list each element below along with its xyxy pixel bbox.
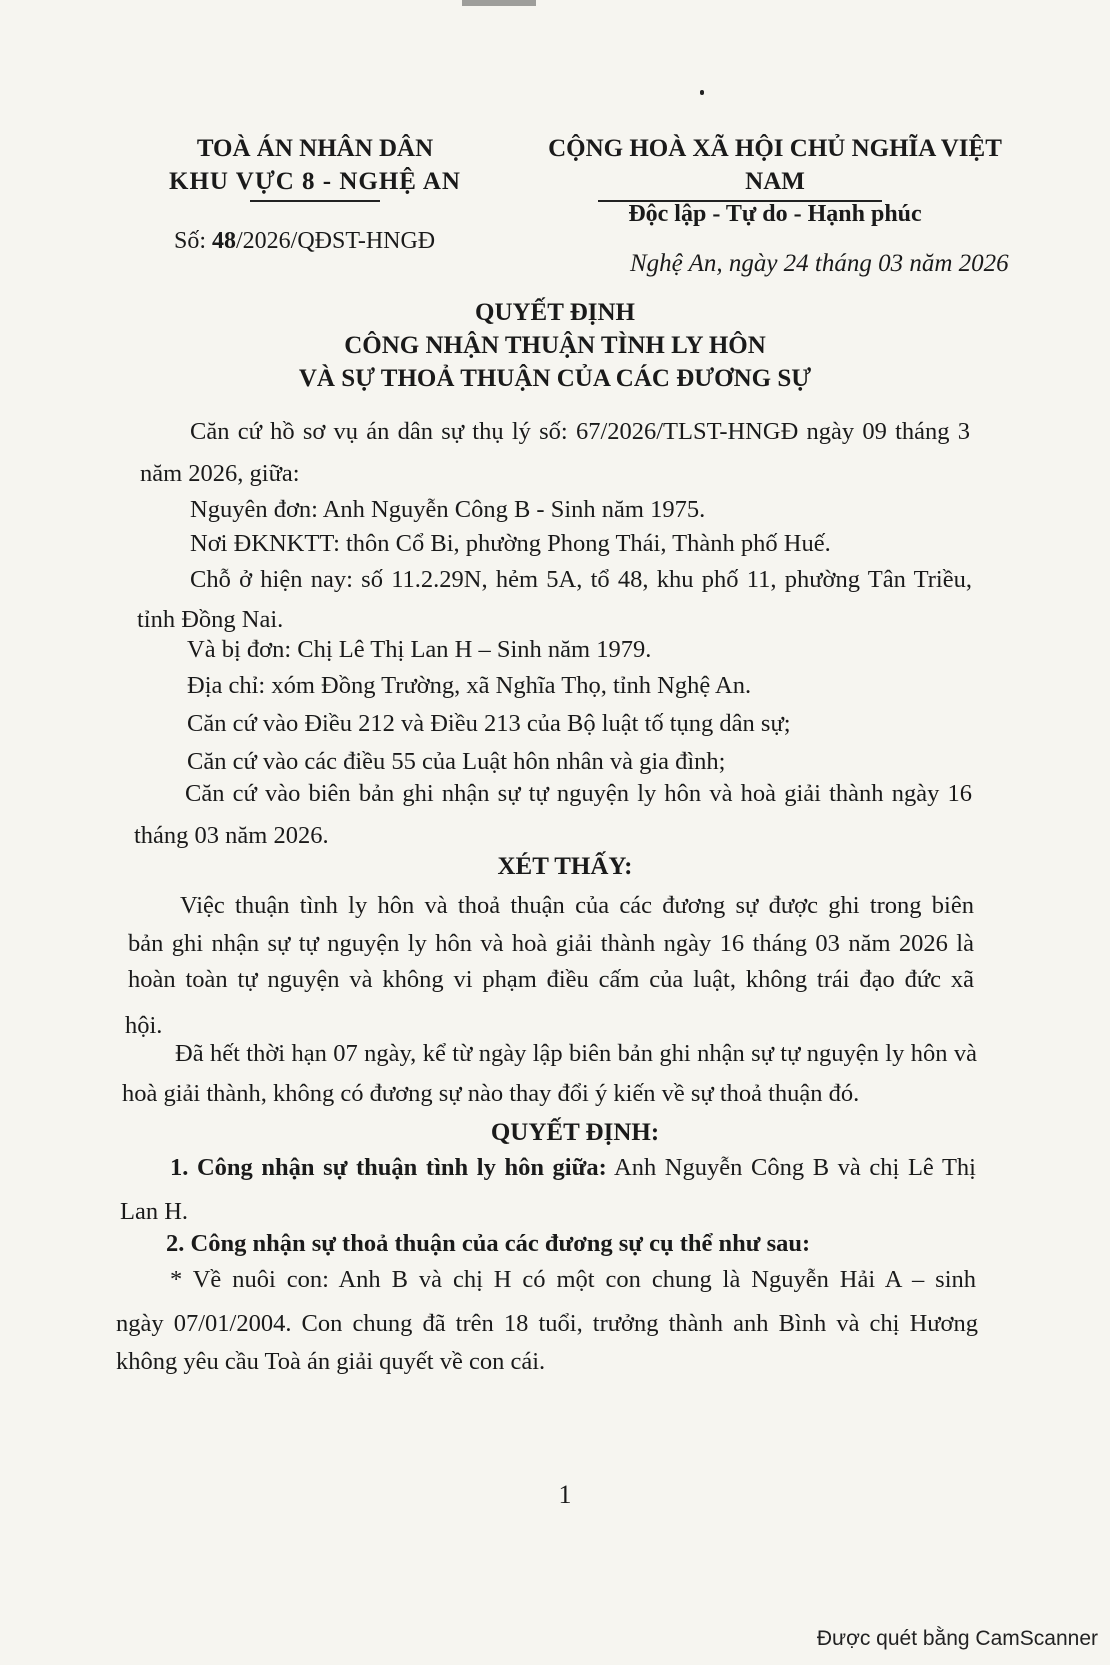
body-line: Địa chỉ: xóm Đồng Trường, xã Nghĩa Thọ, tỉnh Nghệ An.	[187, 672, 752, 699]
body-line: hoà giải thành, không có đương sự nào thay đổi ý kiến về sự thoả thuận đó.	[122, 1080, 860, 1107]
body-line: hội.	[125, 1012, 163, 1039]
scan-mark	[462, 0, 536, 6]
body-line: Căn cứ vào biên bản ghi nhận sự tự nguyện ly hôn và hoà giải thành ngày 16	[185, 780, 972, 807]
docno-prefix: Số:	[174, 228, 213, 254]
body-line: không yêu cầu Toà án giải quyết về con cái.	[116, 1348, 546, 1375]
body-line: Lan H.	[120, 1198, 189, 1225]
body-line: ngày 07/01/2004. Con chung đã trên 18 tuổi, trưởng thành anh Bình và chị Hương	[116, 1310, 978, 1337]
title-line-3: VÀ SỰ THOẢ THUẬN CỦA CÁC ĐƯƠNG SỰ	[298, 365, 812, 392]
heading-quyet-dinh: QUYẾT ĐỊNH:	[490, 1119, 660, 1146]
scanner-watermark: Được quét bằng CamScanner	[816, 1627, 1098, 1650]
body-line: Căn cứ vào các điều 55 của Luật hôn nhân và gia đình;	[187, 748, 726, 775]
body-line: tháng 03 năm 2026.	[134, 822, 329, 849]
body-line: Căn cứ vào Điều 212 và Điều 213 của Bộ luật tố tụng dân sự;	[187, 710, 791, 737]
docno-suffix: /2026/QĐST-HNGĐ	[236, 228, 436, 254]
decision-item-1-label: 1. Công nhận sự thuận tình ly hôn giữa:	[170, 1154, 607, 1181]
body-line: tỉnh Đồng Nai.	[137, 606, 284, 633]
body-line: năm 2026, giữa:	[140, 460, 300, 487]
heading-xet-thay: XÉT THẤY:	[497, 853, 633, 880]
decision-item-1	[170, 1154, 976, 1182]
state-name: CỘNG HOÀ XÃ HỘI CHỦ NGHĨA VIỆT NAM	[548, 135, 1002, 195]
page-number: 1	[558, 1480, 572, 1509]
state-motto: Độc lập - Tự do - Hạnh phúc	[628, 201, 922, 227]
title-line-1: QUYẾT ĐỊNH	[475, 299, 635, 326]
court-header	[150, 132, 480, 198]
docno-number: 48	[212, 228, 237, 254]
body-line: Nguyên đơn: Anh Nguyễn Công B - Sinh năm 1975.	[190, 496, 706, 523]
body-line: Chỗ ở hiện nay: số 11.2.29N, hẻm 5A, tổ 48, khu phố 11, phường Tân Triều,	[190, 566, 972, 593]
title-line-2: CÔNG NHẬN THUẬN TÌNH LY HÔN	[344, 332, 766, 359]
issue-date: Nghệ An, ngày 24 tháng 03 năm 2026	[630, 250, 1009, 277]
court-header-rule	[250, 200, 380, 202]
document-number	[174, 228, 435, 255]
scan-speck	[700, 90, 704, 95]
body-line: Nơi ĐKNKTT: thôn Cổ Bi, phường Phong Thái, Thành phố Huế.	[190, 530, 831, 557]
decision-item-2-label: 2. Công nhận sự thoả thuận của các đương sự cụ thể như sau:	[166, 1230, 811, 1257]
court-name: TOÀ ÁN NHÂN DÂN	[196, 135, 434, 162]
body-line: * Về nuôi con: Anh B và chị H có một con chung là Nguyễn Hải A – sinh	[170, 1266, 976, 1293]
body-line: Và bị đơn: Chị Lê Thị Lan H – Sinh năm 1979.	[187, 636, 652, 663]
state-header-rule	[598, 200, 882, 202]
body-line: bản ghi nhận sự tự nguyện ly hôn và hoà giải thành ngày 16 tháng 03 năm 2026 là	[128, 930, 974, 957]
court-region: KHU VỰC 8 - NGHỆ AN	[169, 168, 461, 195]
body-line: Đã hết thời hạn 07 ngày, kể từ ngày lập biên bản ghi nhận sự tự nguyện ly hôn và	[175, 1040, 977, 1067]
body-line: hoàn toàn tự nguyện và không vi phạm điều cấm của luật, không trái đạo đức xã	[128, 966, 974, 993]
decision-item-1-text: Anh Nguyễn Công B và chị Lê Thị	[606, 1154, 976, 1181]
state-header	[525, 132, 1025, 231]
body-line: Việc thuận tình ly hôn và thoả thuận của các đương sự được ghi trong biên	[180, 892, 974, 919]
body-line: Căn cứ hồ sơ vụ án dân sự thụ lý số: 67/2026/TLST-HNGĐ ngày 09 tháng 3	[190, 418, 970, 445]
document-title	[0, 296, 1110, 395]
